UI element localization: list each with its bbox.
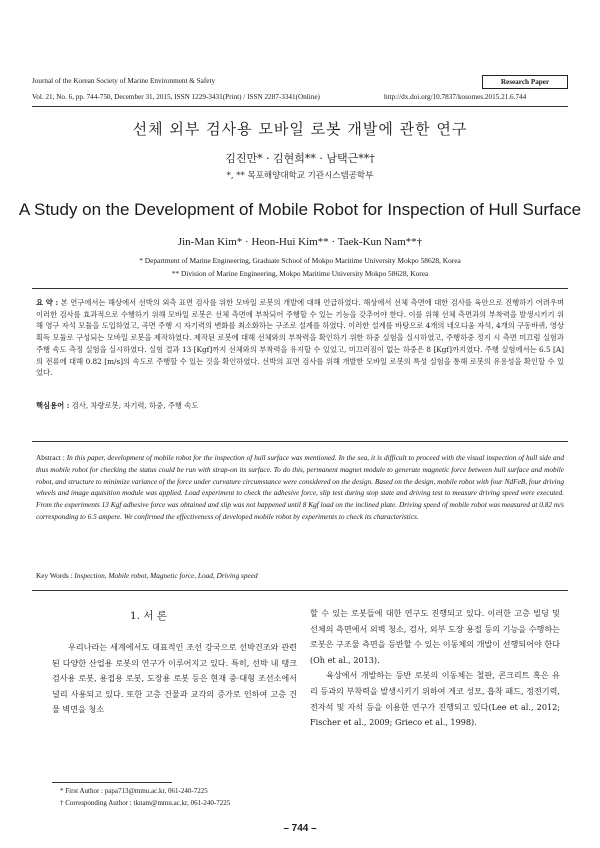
abstract-rule-top: [32, 288, 568, 289]
article-type-badge: Research Paper: [482, 75, 568, 89]
abstract-rule-bottom: [32, 590, 568, 591]
abstract-english-text: In this paper, development of mobile robot for the inspection of hull surface was mentioned. In the sea, it is difficult to proceed with the visual inspection of hull side and thus mobile robot for checking the status could be run with strap-on its surface. To do this, permanent magnet module to generate magnetic force between hull surface and mobile robot, and structure to minimize variance of the force under curvature circumstance were considered on the design. Based on the design, mobile robot with four NdFeB, four driving wheels and image aquisition module was applied. Load experiment to check the adhesive force, slip test during stop state and driving test to measure driving speed were executed. From the experiments 13 Kgf adhesive force was obtained and slip was not happened until 8 Kgf load on the inclined plate. Driving speed of mobile robot was measured at 0.82 m/s corresponding to 6.5 ampere. We confirmed the effectiveness of developed mobile robot by experiments to check its characteristics.: [36, 453, 564, 521]
body-right-paragraph-2: 육상에서 개발하는 등반 로봇의 이동체는 철판, 콘크리트 혹은 유리 등과의 부착력을 발생시키기 위하여 게코 성모, 흡착 패드, 정전기력, 전자석 및 자석 등을 이용한 연구가 진행되고 있다(Lee et al., 2012; Fischer et al., 2009; Grieco et al., 1998).: [310, 670, 560, 728]
footnote-corresponding-author: † Corresponding Author : tknam@mmu.ac.kr, 061-240-7225: [60, 799, 231, 807]
title-korean: 선체 외부 검사용 모바일 로봇 개발에 관한 연구: [132, 120, 468, 138]
authors-korean: 김진만* · 김현희** · 남택근**†: [225, 152, 375, 165]
abstract-english-label: Abstract :: [36, 453, 65, 462]
body-right-paragraph-1: 할 수 있는 로봇들에 대한 연구도 진행되고 있다. 이러한 고층 빌딩 및 선체의 측면에서 외벽 청소, 검사, 외부 도장 용접 등의 기능을 수행하는 로봇은 구조물 측면을 등반할 수 있는 이동체의 개발이 선행되어야 한다(Oh et al., 2013).: [310, 608, 560, 665]
keywords-english-label: Key Words :: [36, 571, 73, 580]
keywords-english-text: Inspection, Mobile robot, Magnetic force, Load, Driving speed: [74, 571, 258, 580]
section-heading: 1. 서 론: [130, 610, 167, 622]
abstract-korean: [36, 297, 564, 379]
abstract-english: [36, 452, 564, 523]
journal-name: Journal of the Korean Society of Marine Environment & Safety: [32, 77, 216, 85]
keywords-english: [36, 571, 258, 580]
header-rule: [32, 106, 568, 107]
keywords-korean: [36, 401, 198, 411]
authors-english: Jin-Man Kim* · Heon-Hui Kim** · Taek-Kun Nam**†: [177, 236, 423, 248]
keywords-korean-text: 검사, 차량로봇, 자기력, 하중, 주행 속도: [71, 401, 199, 410]
abstract-korean-label: 요 약 :: [36, 298, 59, 307]
page-number: – 744 –: [283, 823, 317, 834]
affiliation-english-2: ** Division of Marine Engineering, Mokpo Maritime University Mokpo 58628, Korea: [171, 269, 429, 278]
footnote-first-author: * First Author : papa713@mmu.ac.kr, 061-240-7225: [60, 787, 208, 795]
abstract-korean-text: 본 연구에서는 해상에서 선박의 외측 표면 검사를 위한 모바일 로봇의 개발에 대해 언급하였다. 해상에서 선체 측면에 대한 검사를 육안으로 진행하기 어려우며 이러한 검사를 효과적으로 수행하기 위해 모바일 로봇은 선체 측면에 부착되어 주행할 수 있는 기능을 갖추어야 한다. 이를 위해 선체 측면과의 부착력을 발생시키기 위해 영구 자석 모듈을 도입하였고, 곡면 주행 시 자기력의 변화를 최소화하는 구조로 설계를 하였다. 이러한 설계를 바탕으로 4개의 네오디움 자석, 4개의 구동바퀴, 영상 획득 모듈로 구성되는 모바일 로봇을 제작하였다. 제작된 로봇에 대해 선체와의 부착력을 확인하기 위한 하중 실험을 실시하였고, 주행하중 정지 시 측면 미끄럼 실험과 주행 속도 측정 실험을 실시하였다. 실험 결과 13 [Kgf]까지 선체와의 부착력을 유지할 수 있었고, 미끄러짐이 없는 하중은 8 [Kgf]까지였다. 주행 실험에서는 6.5 [A]의 전류에 대해 0.82 [m/s]의 속도로 주행할 수 있는 것을 확인하였다. 선박의 표면 검사를 위해 개발한 모바일 로봇의 특성 실험을 통해 로봇의 유용성을 확인할 수 있었다.: [36, 298, 564, 378]
affiliation-korean: *, ** 목포해양대학교 기관시스템공학부: [226, 171, 374, 181]
keywords-korean-label: 핵심용어 :: [36, 401, 70, 410]
title-english: A Study on the Development of Mobile Robot for Inspection of Hull Surface: [18, 200, 582, 219]
body-left-paragraph: 우리나라는 세계에서도 대표적인 조선 강국으로 선박건조와 관련된 다양한 산업용 로봇의 연구가 이루어지고 있다. 특히, 선박 내 탱크 검사용 로봇, 용접용 로봇, 도장용 로봇 등은 현재 중·대형 조선소에서 널리 사용되고 있다. 또한 고층 건물과 교각의 증가로 인하여 고층 건물 벽면을 청소: [52, 642, 297, 715]
body-right-column: [310, 606, 560, 731]
affiliation-english-1: * Department of Marine Engineering, Graduate School of Mokpo Maritime University Mokpo 58628, Korea: [139, 256, 461, 265]
abstract-divider: [32, 441, 568, 442]
footnote-rule: [52, 782, 172, 783]
doi-link[interactable]: http://dx.doi.org/10.7837/kosomes.2015.21.6.744: [384, 93, 527, 101]
volume-info: Vol. 21, No. 6, pp. 744-750, December 31, 2015, ISSN 1229-3431(Print) / ISSN 2287-3341(Online): [32, 93, 320, 101]
body-left-column: [52, 640, 297, 718]
